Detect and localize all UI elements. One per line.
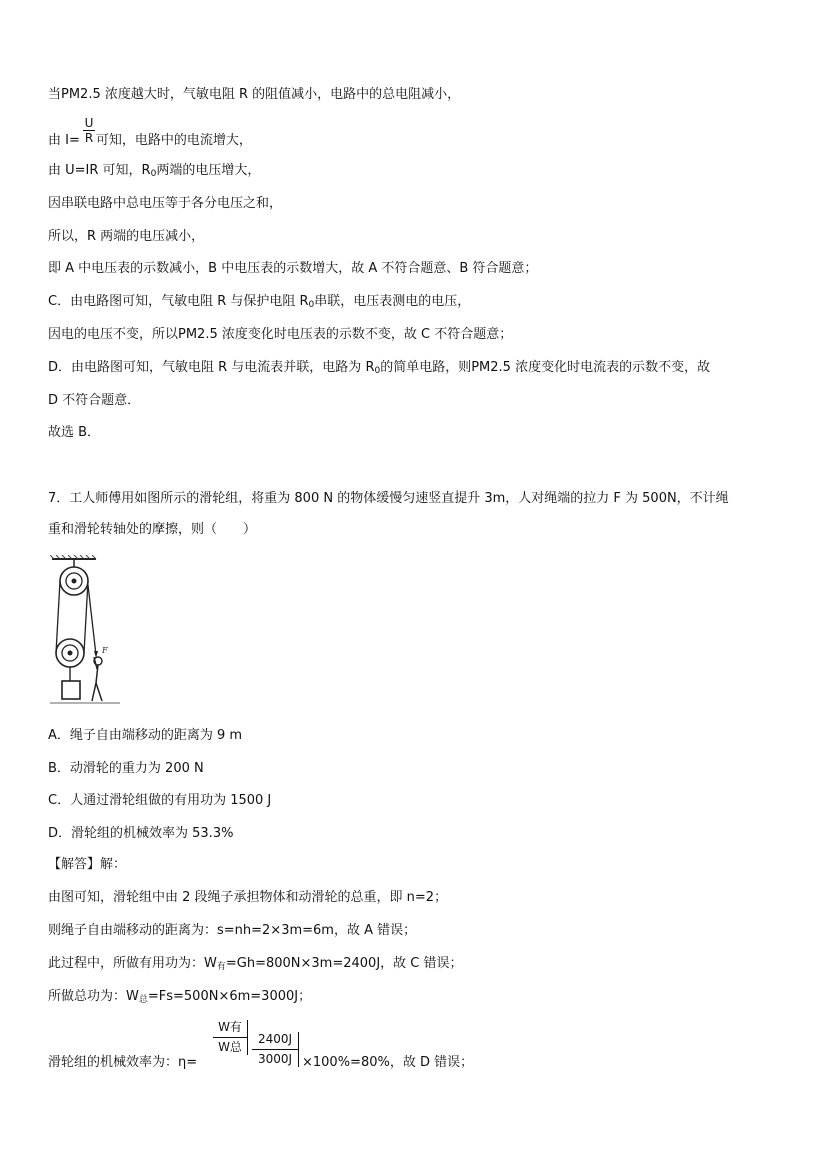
answer-step-3 (48, 955, 463, 976)
text-line-9 (48, 359, 710, 380)
subscript-zero: 0 (308, 300, 315, 310)
answer-heading: 【解答】解： (48, 857, 127, 872)
text-line-2-prefix: 由 I= (48, 133, 80, 148)
force-label: F (102, 646, 108, 655)
text-line-2-suffix: 可知，电路中的电流增大， (95, 133, 252, 148)
fraction-numerator: 2400J (257, 1032, 293, 1046)
text-line-10: D 不符合题意． (48, 393, 141, 408)
answer-step-3-b: =Gh=800N×3m=2400J，故 C 错误； (225, 956, 463, 971)
answer-step-5 (48, 1054, 197, 1072)
text-line-9-a: D．由电路图可知，气敏电阻 R 与电流表并联，电路为 R (48, 360, 375, 375)
subscript-you: 有 (216, 962, 226, 972)
option-a: A．绳子自由端移动的距离为 9 m (48, 728, 243, 743)
text-line-11: 故选 B． (48, 425, 101, 440)
text-line-5: 所以，R 两端的电压减小， (48, 229, 205, 244)
question-7-stem-line-2: 重和滑轮转轴处的摩擦，则（ ） (48, 522, 257, 537)
option-d: D．滑轮组的机械效率为 53.3% (48, 826, 234, 841)
text-line-7-b: 串联，电压表测电的电压， (314, 294, 471, 309)
subscript-zero: 0 (150, 169, 157, 179)
answer-step-1: 由图可知，滑轮组中由 2 段绳子承担物体和动滑轮的总重，即 n=2； (48, 890, 448, 905)
subscript-zong: 总 (138, 995, 148, 1005)
fraction-numerator: U (84, 116, 94, 130)
question-7-stem-line-1: 7．工人师傅用如图所示的滑轮组，将重为 800 N 的物体缓慢匀速竖直提升 3m，人对绳端的拉力 F 为 500N，不计绳 (48, 491, 729, 506)
answer-step-5-suffix: ×100%=80%，故 D 错误； (302, 1055, 474, 1070)
fraction-denominator: 3000J (252, 1049, 298, 1067)
fraction-denominator: R (84, 131, 94, 145)
efficiency-fraction-symbolic (213, 1020, 248, 1055)
text-line-4: 因串联电路中总电压等于各分电压之和， (48, 196, 283, 211)
option-c: C．人通过滑轮组做的有用功为 1500 J (48, 793, 272, 808)
answer-step-5-prefix: 滑轮组的机械效率为：η= (48, 1055, 198, 1070)
answer-step-2: 则绳子自由端移动的距离为：s=nh=2×3m=6m，故 A 错误； (48, 923, 417, 938)
text-line-9-b: 的简单电路，则PM2.5 浓度变化时电流表的示数不变，故 (380, 360, 711, 375)
fraction-numerator: W有 (218, 1020, 242, 1034)
efficiency-fraction-numeric (252, 1032, 299, 1067)
answer-step-4-a: 所做总功为：W (48, 989, 139, 1004)
answer-step-4 (48, 988, 311, 1009)
pulley-system-figure (50, 555, 140, 707)
text-line-1: 当PM2.5 浓度越大时，气敏电阻 R 的阻值减小，电路中的总电阻减小， (48, 87, 461, 102)
text-line-7 (48, 293, 470, 314)
text-line-3-b: 两端的电压增大， (156, 163, 261, 178)
fraction-u-over-r (83, 116, 95, 145)
text-line-8: 因电的电压不变，所以PM2.5 浓度变化时电压表的示数不变，故 C 不符合题意； (48, 327, 513, 342)
fraction-denominator: W总 (213, 1037, 247, 1055)
text-line-7-a: C．由电路图可知，气敏电阻 R 与保护电阻 R (48, 294, 309, 309)
option-b: B．动滑轮的重力为 200 N (48, 761, 204, 776)
text-line-3 (48, 162, 260, 183)
answer-step-4-b: =Fs=500N×6m=3000J； (147, 989, 312, 1004)
answer-step-3-a: 此过程中，所做有用功为：W (48, 956, 217, 971)
text-line-3-a: 由 U=IR 可知，R (48, 163, 151, 178)
text-line-2 (48, 132, 252, 150)
subscript-zero: 0 (374, 366, 381, 376)
text-line-6: 即 A 中电压表的示数减小，B 中电压表的示数增大，故 A 不符合题意、B 符合题意； (48, 261, 538, 276)
